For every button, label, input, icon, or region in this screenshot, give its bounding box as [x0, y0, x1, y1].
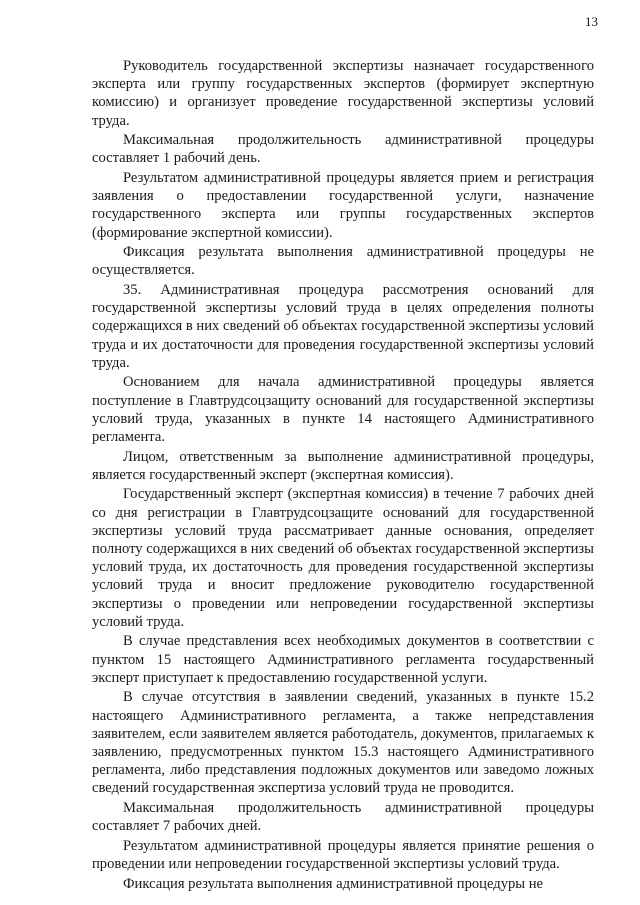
- paragraph: Руководитель государственной экспертизы назначает государственного эксперта или группу государственных экспертов (формирует экспертную комиссию) и организует проведение государственной экспертизы условий труда.: [92, 58, 594, 129]
- paragraph: Основанием для начала административной процедуры является поступление в Главтрудсоцзащиту оснований для государственной экспертизы условий труда, указанных в пункте 14 настоящего Административного регламента.: [92, 374, 594, 446]
- page-number: 13: [585, 14, 598, 29]
- paragraph: Государственный эксперт (экспертная комиссия) в течение 7 рабочих дней со дня регистрации в Главтрудсоцзащите оснований для государственной экспертизы условий труда рассматривает данные основания, определяет полноту содержащихся в них сведений об объектах государственной экспертизы условий труда, их достаточность для проведения государственной экспертизы условий труда и вносит предложение руководителю государственной экспертизы о проведении или непроведении государственной экспертизы условий труда.: [92, 486, 594, 630]
- paragraph: Результатом административной процедуры является принятие решения о проведении или непроведении государственной экспертизы условий труда.: [92, 837, 594, 873]
- paragraph: В случае отсутствия в заявлении сведений, указанных в пункте 15.2 настоящего Административного регламента, а также непредставления заявителем, если заявителем является работодатель, документов, прилагаемых к заявлению, предусмотренных пунктом 15.3 настоящего Административного регламента, либо представления подложных документов или заведомо ложных сведений государственная экспертиза условий труда не проводится.: [92, 689, 594, 797]
- paragraph: Максимальная продолжительность административной процедуры составляет 7 рабочих дней.: [92, 800, 594, 835]
- paragraph: Максимальная продолжительность административной процедуры составляет 1 рабочий день.: [92, 132, 594, 167]
- paragraph: В случае представления всех необходимых документов в соответствии с пунктом 15 настоящего Административного регламента государственный эксперт приступает к предоставлению государственной услуги.: [92, 633, 594, 686]
- paragraph: Фиксация результата выполнения административной процедуры не: [123, 875, 544, 892]
- paragraph: 35. Административная процедура рассмотрения оснований для государственной экспертизы условий труда в целях определения полноты содержащихся в них сведений об объектах государственной экспертизы условий труда и их достаточности для проведения государственной экспертизы условий труда.: [92, 282, 594, 371]
- paragraph: Фиксация результата выполнения административной процедуры не осуществляется.: [92, 244, 594, 279]
- document-body: [92, 57, 594, 894]
- paragraph: Лицом, ответственным за выполнение административной процедуры, является государственный эксперт (экспертная комиссия).: [92, 448, 594, 483]
- paragraph: Результатом административной процедуры является прием и регистрация заявления о предоставлении государственной услуги, назначение государственного эксперта или группы государственных экспертов (формирование экспертной комиссии).: [92, 170, 594, 241]
